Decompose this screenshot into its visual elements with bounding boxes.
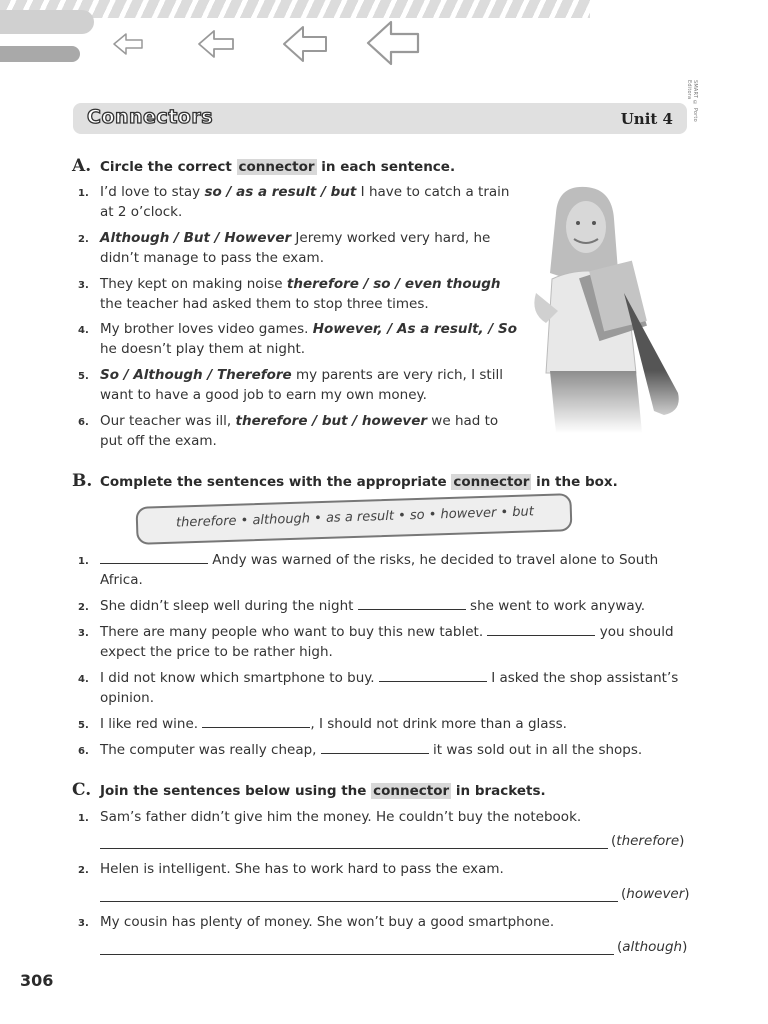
item-number: 3.: [78, 628, 89, 639]
arrow-left-icon: [112, 32, 144, 56]
item-number: 1.: [78, 813, 89, 824]
connector-highlight: connector: [238, 159, 315, 175]
title-bar: [73, 103, 687, 134]
item-text: I have to catch a train at 2 o’clock.: [100, 184, 510, 220]
connector-options[interactable]: So / Although / Therefore: [100, 367, 292, 383]
item-text: he doesn’t play them at night.: [100, 340, 306, 357]
instruction-text: Circle the correct: [100, 159, 237, 175]
item-text: Sam’s father didn’t give him the money. He couldn’t buy the notebook.: [100, 809, 582, 825]
item-text: I did not know which smartphone to buy.: [100, 670, 379, 686]
answer-blank[interactable]: [358, 597, 466, 610]
item-number: 2.: [78, 234, 89, 245]
item-text: , I should not drink more than a glass.: [310, 716, 567, 732]
student-photo: [528, 183, 686, 433]
word-box: [136, 493, 573, 545]
item-text: you should expect the price to be rather high.: [100, 624, 674, 660]
item-text: They kept on making noise: [100, 276, 287, 292]
answer-blank[interactable]: [321, 741, 429, 754]
connector-highlight: connector: [453, 474, 530, 490]
item-text: I like red wine.: [100, 716, 203, 732]
arrow-left-icon: [282, 25, 328, 63]
page-title: Connectors: [87, 106, 214, 128]
item-number: 5.: [78, 720, 89, 731]
item-text: Jeremy worked very hard, he didn’t manage to pass the exam.: [100, 230, 491, 266]
section-c-heading: [72, 780, 546, 800]
item-text: I’d love to stay: [100, 184, 205, 200]
item-number: 6.: [78, 417, 89, 428]
connector-options[interactable]: therefore / but / however: [235, 413, 428, 429]
answer-blank[interactable]: [379, 669, 487, 682]
section-letter: B.: [72, 471, 93, 491]
header-tab-light: [0, 10, 94, 34]
item-text: the teacher had asked them to stop three times.: [100, 295, 429, 312]
side-credit: SMART © Porto Editora: [686, 80, 698, 122]
section-a-heading: [72, 156, 455, 176]
item-text: I asked the shop assistant’s opinion.: [100, 670, 679, 706]
instruction-text: Complete the sentences with the appropriate: [100, 474, 452, 490]
instruction-text: in the box.: [531, 474, 618, 490]
connector-hint: (therefore): [611, 833, 685, 849]
answer-line[interactable]: [100, 848, 608, 849]
word-box-text: therefore • although • as a result • so • however • but: [175, 504, 535, 531]
item-text: My brother loves video games.: [100, 321, 313, 337]
arrow-left-icon: [197, 29, 235, 59]
connector-options[interactable]: so / as a result / but: [204, 184, 357, 200]
item-text: My cousin has plenty of money. She won’t buy a good smartphone.: [100, 914, 555, 930]
item-number: 2.: [78, 602, 89, 613]
unit-label: Unit 4: [620, 110, 673, 128]
instruction-text: Join the sentences below using the: [100, 783, 372, 799]
item-text: Our teacher was ill,: [100, 413, 236, 429]
item-text: The computer was really cheap,: [100, 742, 321, 758]
answer-line[interactable]: [100, 954, 614, 955]
page-number: 306: [20, 971, 54, 990]
item-number: 3.: [78, 280, 89, 291]
item-text: Helen is intelligent. She has to work hard to pass the exam.: [100, 861, 504, 877]
answer-line[interactable]: [100, 901, 618, 902]
item-text: my parents are very rich, I still want to have a good job to earn my own money.: [100, 367, 503, 403]
item-text: Andy was warned of the risks, he decided to travel alone to South Africa.: [100, 552, 659, 588]
item-number: 3.: [78, 918, 89, 929]
item-text: She didn’t sleep well during the night: [100, 598, 358, 614]
connector-options[interactable]: Although / But / However: [100, 230, 292, 246]
connector-hint: (although): [617, 939, 688, 955]
section-b-heading: [72, 471, 618, 491]
answer-blank[interactable]: [100, 551, 208, 564]
item-number: 1.: [78, 556, 89, 567]
item-number: 1.: [78, 188, 89, 199]
item-number: 2.: [78, 865, 89, 876]
item-number: 4.: [78, 325, 89, 336]
item-text: There are many people who want to buy this new tablet.: [100, 624, 488, 640]
section-letter: A.: [72, 156, 92, 176]
answer-blank[interactable]: [487, 623, 595, 636]
item-number: 5.: [78, 371, 89, 382]
header-tab-dark: [0, 46, 80, 62]
item-text: it was sold out in all the shops.: [428, 742, 643, 758]
instruction-text: in brackets.: [451, 783, 546, 799]
arrow-left-icon: [366, 20, 420, 66]
item-number: 4.: [78, 674, 89, 685]
item-text: she went to work anyway.: [465, 598, 646, 614]
connector-options[interactable]: However, / As a result, / So: [312, 321, 517, 337]
connector-options[interactable]: therefore / so / even though: [286, 276, 501, 292]
section-letter: C.: [72, 780, 92, 800]
instruction-text: in each sentence.: [316, 159, 456, 175]
answer-blank[interactable]: [202, 715, 310, 728]
connector-highlight: connector: [373, 783, 450, 799]
item-text: we had to put off the exam.: [100, 413, 499, 449]
connector-hint: (however): [621, 886, 690, 902]
item-number: 6.: [78, 746, 89, 757]
